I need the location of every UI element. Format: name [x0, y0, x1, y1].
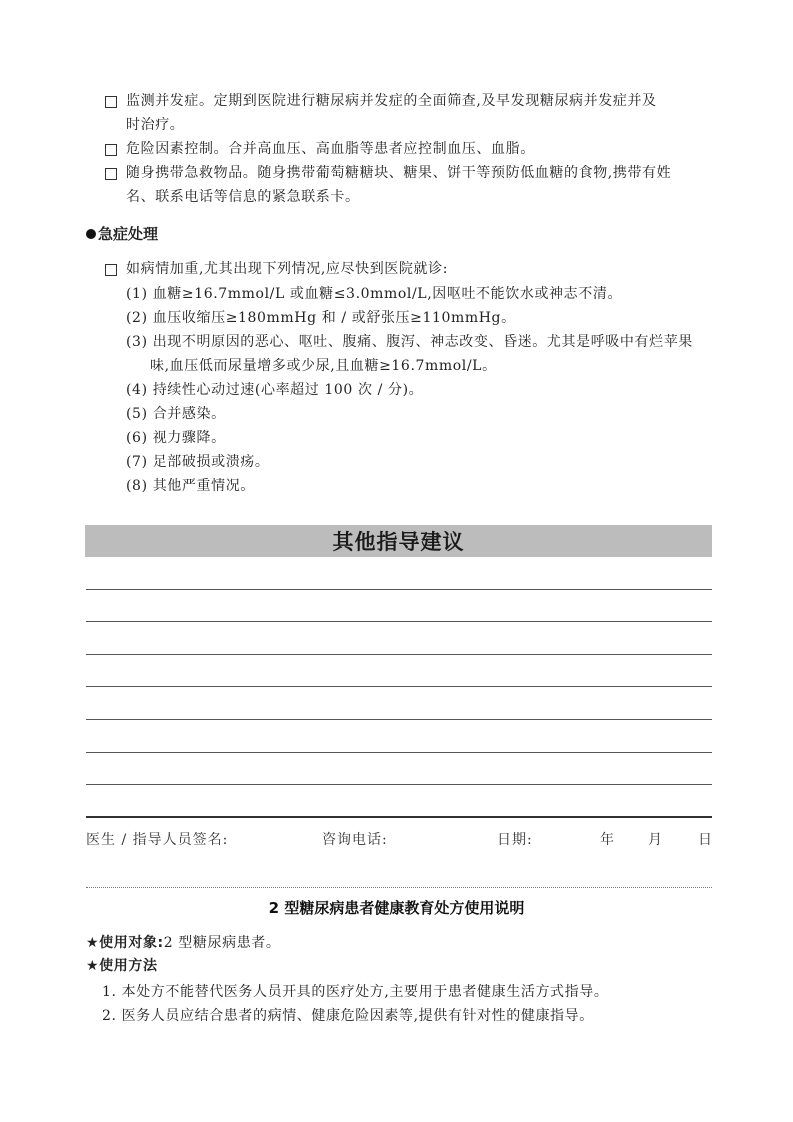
emergency-item-continuation: 味,血压低而尿量增多或少尿,且血糖≥16.7mmol/L。	[150, 358, 497, 374]
writing-line	[86, 752, 712, 753]
usage-target-label: ★使用对象:	[86, 935, 164, 951]
usage-target-value: 2 型糖尿病患者。	[163, 935, 281, 951]
emergency-intro: 如病情加重,尤其出现下列情况,应尽快到医院就诊:	[126, 261, 449, 277]
date-month: 月	[648, 832, 663, 848]
item-number: (2)	[126, 310, 148, 326]
item-number: (7)	[126, 454, 148, 470]
emergency-item	[126, 426, 226, 450]
checklist-item-text: 名、联系电话等信息的紧急联系卡。	[126, 189, 360, 205]
item-text: 足部破损或溃疡。	[152, 454, 270, 470]
writing-line	[86, 589, 712, 590]
item-text: 血压收缩压≥180mmHg 和 / 或舒张压≥110mmHg。	[152, 310, 516, 326]
doctor-signature-label: 医生 / 指导人员签名:	[86, 832, 229, 848]
emergency-item	[126, 282, 622, 306]
emergency-heading-text: 急症处理	[98, 225, 159, 243]
writing-line	[86, 654, 712, 655]
item-text: 出现不明原因的恶心、呕吐、腹痛、腹泻、神志改变、昏迷。尤其是呼吸中有烂苹果	[152, 334, 693, 350]
emergency-item	[126, 450, 270, 474]
item-text: 血糖≥16.7mmol/L 或血糖≤3.0mmol/L,因呕吐不能饮水或神志不清。	[152, 286, 623, 302]
item-number: (5)	[126, 406, 148, 422]
checklist-item-text: 危险因素控制。合并高血压、高血脂等患者应控制血压、血脂。	[126, 141, 535, 157]
bullet-icon	[86, 229, 96, 239]
dotted-divider	[86, 887, 712, 888]
writing-line	[86, 784, 712, 785]
emergency-item	[126, 402, 226, 426]
usage-target	[86, 931, 281, 955]
item-text: 视力骤降。	[152, 430, 226, 446]
item-number: (8)	[126, 478, 148, 494]
other-advice-banner: 其他指导建议	[85, 525, 712, 557]
date-label: 日期:	[497, 832, 533, 848]
checklist-item-text: 监测并发症。定期到医院进行糖尿病并发症的全面筛查,及早发现糖尿病并发症并及	[126, 93, 657, 109]
emergency-item	[126, 378, 423, 402]
writing-line	[86, 686, 712, 687]
checklist-item-text: 随身携带急救物品。随身携带葡萄糖糖块、糖果、饼干等预防低血糖的食物,携带有姓	[126, 165, 672, 181]
writing-line	[86, 719, 712, 720]
checkbox-monitor-complications[interactable]	[105, 96, 117, 108]
emergency-heading	[86, 223, 158, 245]
usage-method-item: 2. 医务人员应结合患者的病情、健康危险因素等,提供有针对性的健康指导。	[102, 1008, 594, 1024]
date-year: 年	[600, 832, 615, 848]
emergency-item	[126, 474, 255, 498]
usage-method-label: ★使用方法	[86, 958, 158, 974]
instructions-title: 2 型糖尿病患者健康教育处方使用说明	[268, 899, 525, 917]
checkbox-emergency[interactable]	[105, 264, 117, 276]
item-number: (1)	[126, 286, 148, 302]
checklist-item-text: 时治疗。	[126, 117, 185, 133]
item-number: (4)	[126, 382, 148, 398]
item-number: (6)	[126, 430, 148, 446]
item-number: (3)	[126, 334, 148, 350]
checkbox-emergency-items[interactable]	[105, 168, 117, 180]
item-text: 持续性心动过速(心率超过 100 次 / 分)。	[152, 382, 424, 398]
item-text: 其他严重情况。	[152, 478, 255, 494]
emergency-item	[126, 306, 516, 330]
checkbox-risk-control[interactable]	[105, 144, 117, 156]
item-text: 合并感染。	[152, 406, 226, 422]
writing-line-bottom	[86, 816, 712, 818]
emergency-item	[126, 330, 693, 354]
writing-line	[86, 621, 712, 622]
phone-label: 咨询电话:	[322, 832, 388, 848]
usage-method-item: 1. 本处方不能替代医务人员开具的医疗处方,主要用于患者健康生活方式指导。	[102, 984, 609, 1000]
date-day: 日	[698, 832, 713, 848]
